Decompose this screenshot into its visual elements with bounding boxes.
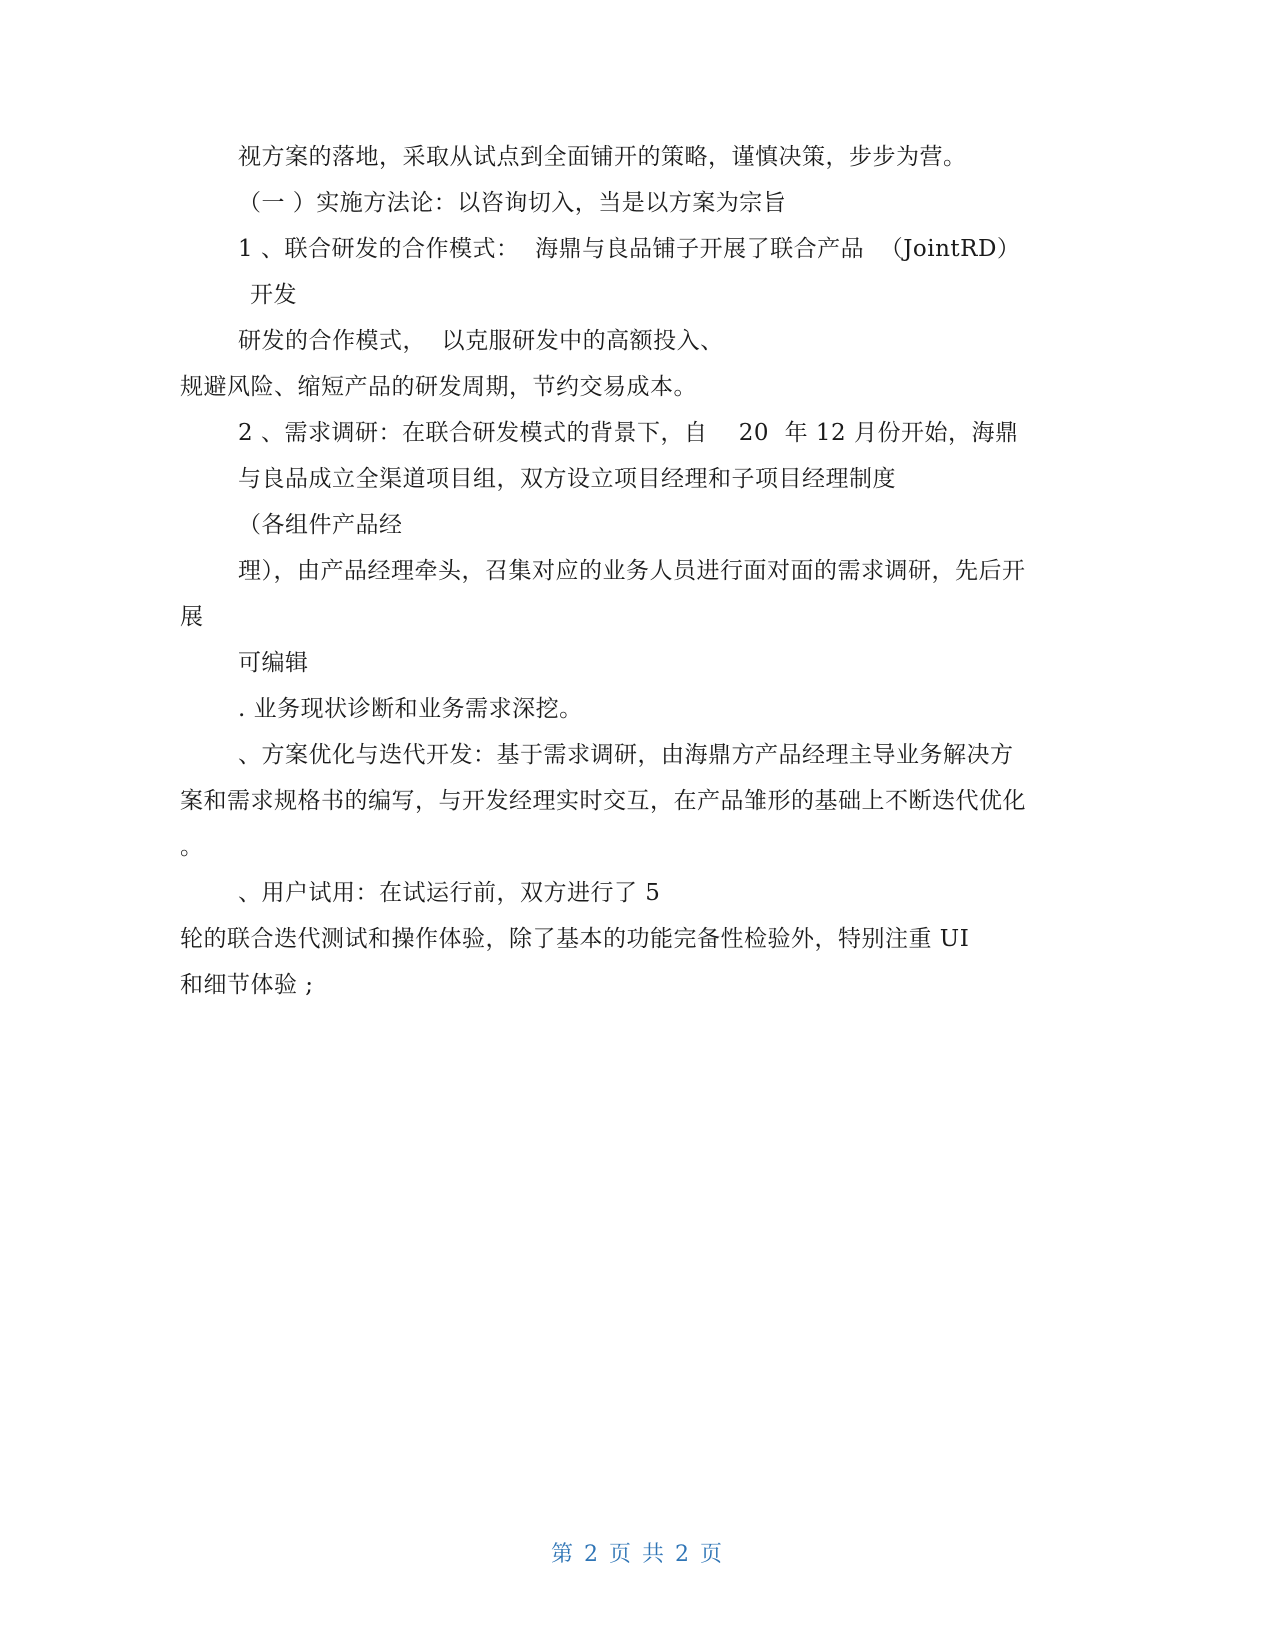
text-line: 视方案的落地，采取从试点到全面铺开的策略，谨慎决策，步步为营。 [238, 144, 967, 170]
text-line: 、方案优化与迭代开发：基于需求调研，由海鼎方产品经理主导业务解决方 [238, 742, 1014, 768]
text-line: 展 [180, 604, 204, 630]
section-heading: （一 ）实施方法论：以咨询切入，当是以方案为宗旨 [238, 190, 787, 216]
text-line: 可编辑 [238, 650, 309, 676]
text-line: 与良品成立全渠道项目组，双方设立项目经理和子项目经理制度 [238, 466, 896, 492]
page-number-footer: 第 2 页 共 2 页 [551, 1542, 724, 1567]
text-line: 2 、需求调研：在联合研发模式的背景下，自 20 年 12 月份开始，海鼎 [238, 420, 1019, 446]
text-line: 理），由产品经理牵头，召集对应的业务人员进行面对面的需求调研，先后开 [238, 558, 1026, 584]
text-line: 规避风险、缩短产品的研发周期，节约交易成本。 [180, 374, 697, 400]
text-line: 。 [180, 834, 204, 860]
text-line: 案和需求规格书的编写，与开发经理实时交互，在产品雏形的基础上不断迭代优化 [180, 788, 1026, 814]
text-line: （各组件产品经 [238, 512, 403, 538]
text-line: . 业务现状诊断和业务需求深挖。 [238, 696, 583, 722]
text-line: 1 、联合研发的合作模式： 海鼎与良品铺子开展了联合产品 （JointRD） [238, 236, 1021, 262]
text-line: 轮的联合迭代测试和操作体验，除了基本的功能完备性检验外，特别注重 UI [180, 926, 970, 952]
text-line: 、用户试用：在试运行前，双方进行了 5 [238, 880, 661, 906]
text-line: 研发的合作模式， 以克服研发中的高额投入、 [238, 328, 724, 354]
text-line: 开发 [250, 282, 297, 308]
text-line: 和细节体验 ; [180, 972, 314, 998]
